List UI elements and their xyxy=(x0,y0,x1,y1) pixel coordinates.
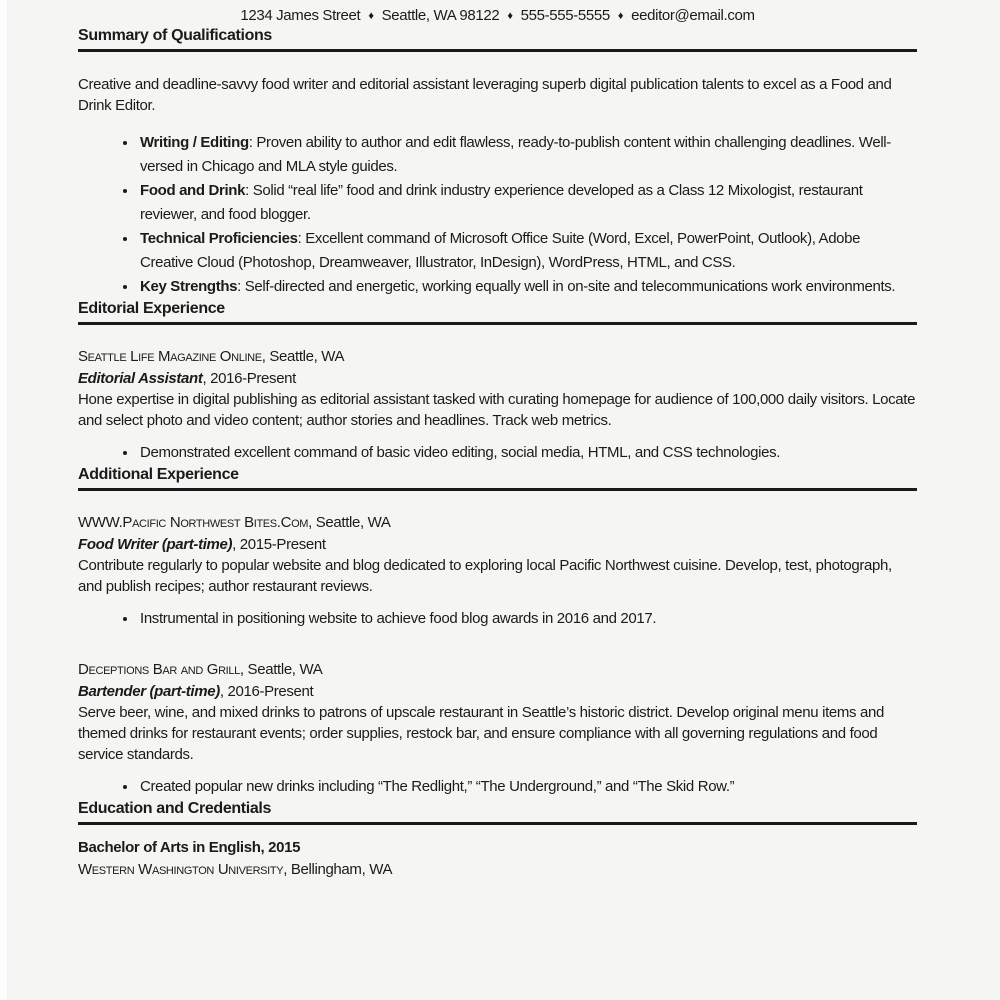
bullet-text: : Solid “real life” food and drink industry experience developed as a Class 12 Mixologist, restaurant reviewer, and food blogger. xyxy=(140,182,863,223)
job-bullet-list xyxy=(78,441,917,465)
contact-email: eeditor@email.com xyxy=(631,7,755,24)
section-summary xyxy=(78,26,917,299)
job-title-line xyxy=(78,681,917,703)
job-company-line xyxy=(78,346,917,368)
job-title: Food Writer (part-time) xyxy=(78,535,233,553)
company-name: WWW.Pacific Northwest Bites.Com xyxy=(78,514,309,531)
bullet-text: : Self-directed and energetic, working equally well in on-site and telecommunications work environments. xyxy=(237,278,896,295)
job-entry xyxy=(78,512,917,631)
list-item: • Instrumental in positioning website to achieve food blog awards in 2016 and 2017. xyxy=(138,607,917,631)
job-title: Bartender (part-time) xyxy=(78,682,220,700)
company-location: , Seattle, WA xyxy=(239,661,323,678)
job-dates: , 2016-Present xyxy=(219,682,314,700)
bullet-text: : Excellent command of Microsoft Office Suite (Word, Excel, PowerPoint, Outlook), Adobe Creative Cloud (Photoshop, Dreamweaver, Illustrator, InDesign), WordPress, HTML, and CSS. xyxy=(140,230,861,271)
job-title: Editorial Assistant xyxy=(78,369,203,387)
company-name: Seattle Life Magazine Online xyxy=(78,348,262,365)
job-entry xyxy=(78,346,917,465)
list-item xyxy=(138,131,917,179)
diamond-separator-icon: ♦ xyxy=(368,10,374,22)
company-location: , Seattle, WA xyxy=(261,348,345,365)
job-description: Serve beer, wine, and mixed drinks to patrons of upscale restaurant in Seattle’s historic district. Develop original menu items and themed drinks for restaurant events; order supplies, restock bar, and ensure compliance with all governing regulations and food service standards. xyxy=(78,704,884,763)
job-dates: , 2015-Present xyxy=(232,535,326,553)
diamond-separator-icon: ♦ xyxy=(507,10,513,22)
school-name: Western Washington University xyxy=(78,860,284,878)
page-edge xyxy=(0,0,7,1000)
bullet-label: Writing / Editing xyxy=(140,134,249,151)
school-location: , Bellingham, WA xyxy=(283,860,393,878)
job-description: Hone expertise in digital publishing as editorial assistant tasked with curating homepage for audience of 100,000 daily visitors. Locate and select photo and video content; author stories and headlines. Track web metrics. xyxy=(78,391,916,429)
contact-address: 1234 James Street xyxy=(240,7,361,24)
section-additional-experience xyxy=(78,465,917,799)
list-item: • Created popular new drinks including “The Redlight,” “The Underground,” and “The Skid Row.” xyxy=(138,775,917,799)
summary-intro: Creative and deadline-savvy food writer and editorial assistant leveraging superb digital publication talents to excel as a Food and Drink Editor. xyxy=(78,76,892,114)
job-dates: , 2016-Present xyxy=(202,369,296,387)
company-location: , Seattle, WA xyxy=(308,514,391,531)
bullet-label: Key Strengths xyxy=(140,278,238,295)
section-heading-summary: Summary of Qualifications xyxy=(78,26,917,52)
bullet-text: : Proven ability to author and edit flawless, ready-to-publish content within challenging deadlines. Well-versed in Chicago and MLA style guides. xyxy=(140,134,891,175)
list-item xyxy=(138,179,917,227)
section-education xyxy=(78,799,917,880)
education-degree: Bachelor of Arts in English, 2015 xyxy=(78,839,301,856)
company-name: Deceptions Bar and Grill xyxy=(78,661,240,678)
list-item xyxy=(138,275,917,299)
bullet-label: Food and Drink xyxy=(140,182,246,199)
section-heading-editorial-experience: Editorial Experience xyxy=(78,299,917,325)
list-item xyxy=(138,227,917,275)
education-school-line xyxy=(78,859,917,881)
job-description: Contribute regularly to popular website and blog dedicated to exploring local Pacific Northwest cuisine. Develop, test, photograph, and publish recipes; author restaurant reviews. xyxy=(78,557,892,595)
section-heading-education: Education and Credentials xyxy=(78,799,917,825)
section-heading-additional-experience: Additional Experience xyxy=(78,465,917,491)
section-editorial-experience xyxy=(78,299,917,465)
job-bullet-list xyxy=(78,775,917,799)
job-title-line xyxy=(78,368,917,390)
diamond-separator-icon: ♦ xyxy=(617,10,624,22)
summary-bullet-list xyxy=(78,131,917,299)
job-bullet-list xyxy=(78,607,917,631)
contact-header xyxy=(78,0,917,26)
contact-city: Seattle, WA 98122 xyxy=(381,7,500,24)
job-entry xyxy=(78,659,917,799)
bullet-label: Technical Proficiencies xyxy=(140,230,298,247)
job-company-line xyxy=(78,659,917,681)
job-company-line xyxy=(78,512,917,534)
job-title-line xyxy=(78,534,917,556)
list-item: • Demonstrated excellent command of basic video editing, social media, HTML, and CSS technologies. xyxy=(138,441,917,465)
contact-phone: 555-555-5555 xyxy=(520,7,610,24)
